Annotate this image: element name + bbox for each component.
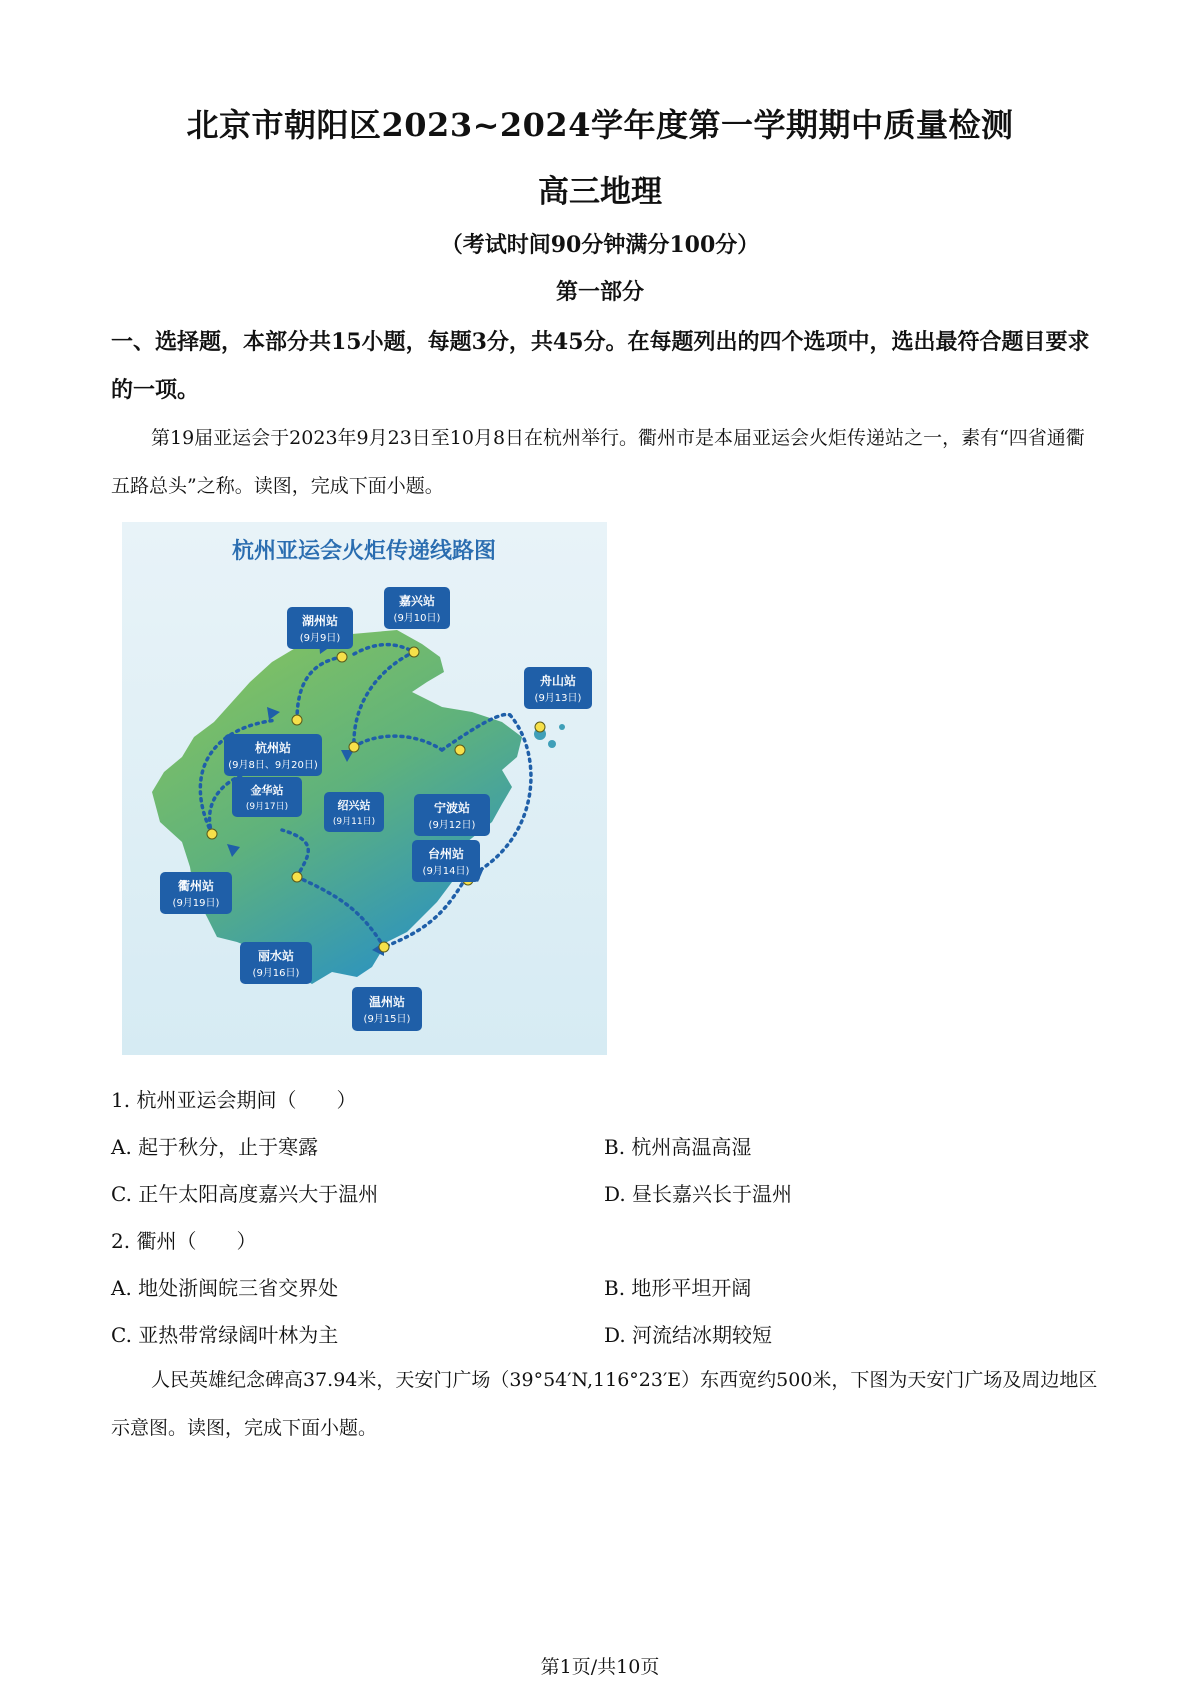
station-dot [535,722,545,732]
section-heading: 一、选择题，本部分共15小题，每题3分，共45分。在每题列出的四个选项中，选出最符合题目要求的一项。 [111,329,1090,403]
station-label-wenzhou [352,987,422,1031]
station-date: (9月15日) [363,1014,411,1025]
exam-subject: 高三地理 [538,174,662,210]
station-label-hangzhou [224,734,322,776]
station-label-jiaxing [384,587,450,629]
station-name: 杭州站 [254,741,292,755]
station-label-shaoxing [324,792,384,832]
passage-asian-games-text: 第19届亚运会于2023年9月23日至10月8日在杭州举行。衢州市是本届亚运会火炬传递站之一，素有“四省通衢五路总头”之称。读图，完成下面小题。 [111,427,1085,497]
station-dot [292,872,302,882]
station-name: 宁波站 [433,801,471,815]
station-date: (9月12日) [428,820,476,831]
passage-tiananmen-text: 人民英雄纪念碑高37.94米，天安门广场（39°54′N,116°23′E）东西宽约500米，下图为天安门广场及周边地区示意图。读图，完成下面小题。 [111,1369,1098,1439]
station-label-jinhua [232,777,302,817]
station-dot [207,829,217,839]
station-name: 舟山站 [539,674,577,688]
station-label-zhoushan [524,667,592,709]
station-date: (9月13日) [534,693,582,704]
station-label-ningbo [414,794,490,836]
zhoushan-island [548,740,556,748]
station-name: 衢州站 [177,879,215,893]
station-label-taizhou [412,840,480,882]
exam-title: 北京市朝阳区2023~2024学年度第一学期期中质量检测 [186,106,1014,144]
passage-tiananmen [111,1356,1101,1452]
station-dot [455,745,465,755]
station-name: 丽水站 [257,949,295,963]
station-dot [409,647,419,657]
station-dot [337,652,347,662]
station-label-lishui [240,942,312,984]
question-1-option-c[interactable]: C. 正午太阳高度嘉兴大于温州 [111,1182,379,1206]
question-1-option-a[interactable]: A. 起于秋分，止于寒露 [111,1135,319,1159]
question-2-option-a[interactable]: A. 地处浙闽皖三省交界处 [111,1276,339,1300]
map-title: 杭州亚运会火炬传递线路图 [231,539,497,564]
question-1-stem: 1. 杭州亚运会期间（ ） [111,1088,357,1112]
page-footer: 第1页/共10页 [540,1656,660,1678]
question-2-option-c[interactable]: C. 亚热带常绿阔叶林为主 [111,1323,339,1347]
station-dot [379,942,389,952]
station-name: 台州站 [427,847,465,861]
question-1-option-b[interactable]: B. 杭州高温高湿 [604,1135,752,1159]
station-label-quzhou [160,872,232,914]
station-dot [292,715,302,725]
station-name: 嘉兴站 [398,594,436,608]
part-heading: 第一部分 [555,279,644,305]
station-date: (9月16日) [252,968,300,979]
exam-time-note: （考试时间90分钟满分100分） [440,232,760,258]
question-2-stem: 2. 衢州（ ） [111,1229,257,1253]
question-2-option-b[interactable]: B. 地形平坦开阔 [604,1276,752,1300]
station-date: (9月14日) [422,866,470,877]
question-1-option-d[interactable]: D. 昼长嘉兴长于温州 [604,1182,793,1206]
zhoushan-island [559,724,565,730]
station-label-huzhou [287,607,353,649]
station-name: 温州站 [368,995,406,1009]
question-2-option-d[interactable]: D. 河流结冰期较短 [604,1323,773,1347]
station-name: 绍兴站 [337,799,371,812]
station-date: (9月11日) [332,817,376,827]
station-date: (9月10日) [393,613,441,624]
station-dot [349,742,359,752]
station-date: (9月17日) [245,802,289,812]
torch-relay-map [122,522,607,1055]
station-name: 金华站 [250,784,284,797]
passage-asian-games [111,414,1101,510]
station-name: 湖州站 [301,614,339,628]
station-date: (9月9日) [299,633,341,644]
station-date: (9月19日) [172,898,220,909]
station-date: (9月8日、9月20日) [228,760,318,771]
